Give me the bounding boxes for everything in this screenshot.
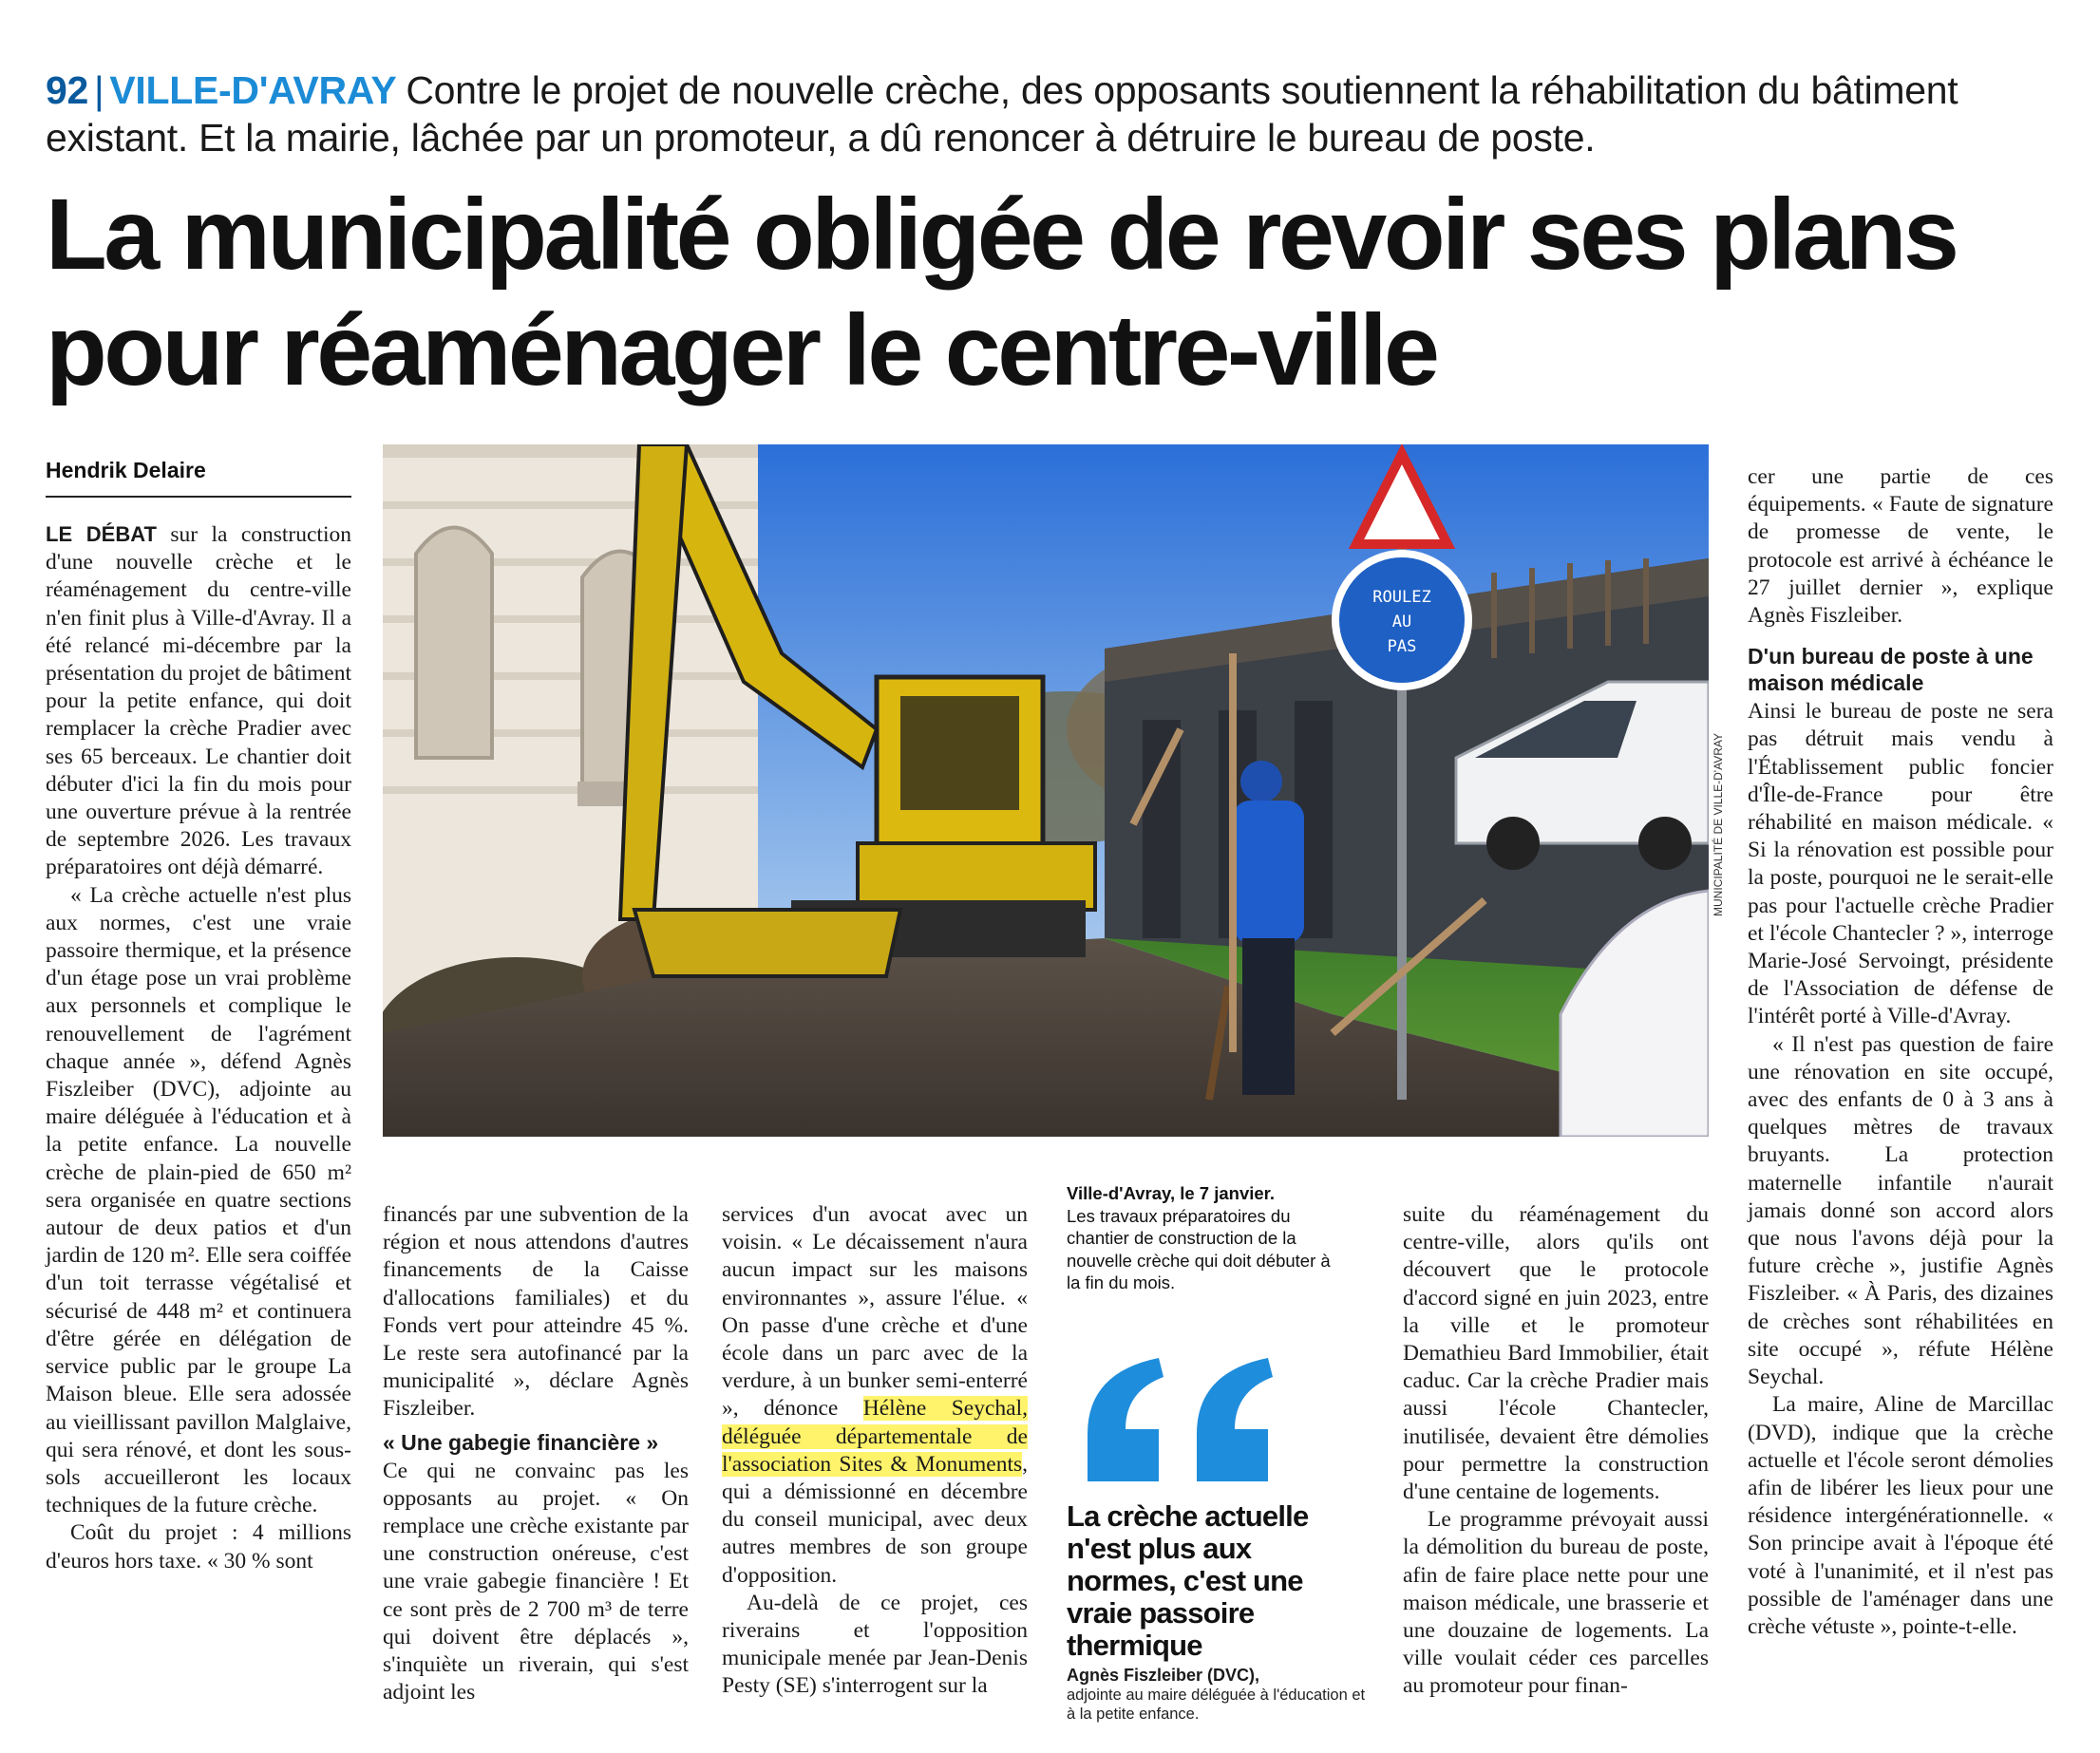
col6-paragraph-3: « Il n'est pas question de faire une rénovation en site occupé, avec des enfants de 0 à 3 ans à quelques mètres de travaux bruyants. La protection maternelle infantile n'aurait jamais donné son accord alors que nous l'avons déjà pour la future crèche », justifie Agnès Fiszleiber. « À Paris, des dizaines de crèches sont réhabilitées en site occupé », réfute Hélène Seychal. [1748, 1031, 2053, 1390]
column-3 [722, 1201, 1028, 1701]
byline: Hendrik Delaire [46, 458, 206, 482]
caption-text: Les travaux préparatoires du chantier de construction de la nouvelle crèche qui doit débuter à la fin du mois. [1067, 1205, 1331, 1292]
col5-paragraph-1: suite du réaménagement du centre-ville, alors qu'ils ont découvert que le protocole d'accord signé en juin 2023, entre la ville et le promoteur Demathieu Bard Immobilier, était caduc. Car la crèche Pradier mais aussi l'école Chantecler, inutilisée, devaient être démolies pour permettre la construction d'une centaine de logements. [1403, 1202, 1709, 1505]
col3-p1-part-b: , qui a démissionné en décembre du conseil municipal, avec deux autres membres de son groupe d'opposition. [722, 1451, 1028, 1588]
highlighted-name: Hélène Seychal, déléguée départementale de l'association Sites & Monuments [722, 1396, 1028, 1477]
col1-p1-text: sur la construction d'une nouvelle crèche et le réaménagement du centre-ville n'en finit plus à Ville-d'Avray. Il a été relancé mi-décembre par la présentation du projet de bâtiment pour la petite enfance, qui doit remplacer la crèche Pradier avec ses 65 berceaux. Le chantier doit débuter d'ici la fin du mois pour une ouverture prévue à la rentrée de septembre 2026. Les travaux préparatoires ont déjà démarré. [46, 522, 351, 880]
col6-subhead: D'un bureau de poste à une maison médicale [1748, 644, 2034, 696]
caption-place: Ville-d'Avray, le 7 janvier. [1067, 1183, 1275, 1203]
col5-paragraph-2: Le programme prévoyait aussi la démolition du bureau de poste, afin de faire place nette pour une maison médicale, une brasserie et une douzaine de logements. La ville voulait céder ces parcelles au promoteur pour finan- [1403, 1507, 1709, 1699]
section-city: VILLE-D'AVRAY [109, 68, 397, 112]
col6-paragraph-1: cer une partie de ces équipements. « Faute de signature de promesse de vente, le protocole est arrivé à échéance le 27 juillet dernier », explique Agnès Fiszleiber. [1748, 464, 2053, 629]
col3-p1-part-a: services d'un avocat avec un voisin. « Le décaissement n'aura aucun impact sur les maisons environnantes », assure l'élue. « On passe d'une crèche et d'une école dans un parc avec de la verdure, à un bunker semi-enterré », dénonce [722, 1202, 1028, 1422]
col1-paragraph-1 [46, 520, 351, 882]
sign-text-1: ROULEZ [1372, 588, 1431, 607]
kicker-separator: | [94, 68, 104, 112]
pull-quote-author: Agnès Fiszleiber (DVC), [1067, 1666, 1260, 1685]
column-1 [46, 520, 351, 1575]
col2-subhead: « Une gabegie financière » [383, 1429, 659, 1455]
sign-text-3: PAS [1387, 637, 1417, 656]
byline-rule [46, 496, 351, 498]
article-kicker [46, 66, 2059, 161]
photo-credit: MUNICIPALITÉ DE VILLE-D'AVRAY [1712, 732, 1725, 916]
page-number: 92 [46, 68, 89, 112]
col2-paragraph-2: Ce qui ne convainc pas les opposants au projet. « On remplace une crèche existante par une construction onéreuse, c'est une vraie gabegie financière ! Et ce sont près de 2 700 m³ de terre qui doivent être déplacés », s'inquiète un riverain, qui s'est adjoint les [383, 1458, 689, 1706]
col3-paragraph-1 [722, 1201, 1028, 1590]
col1-paragraph-2: « La crèche actuelle n'est plus aux normes, c'est une vraie passoire thermique, et la présence d'un étage pose un vrai problème aux personnels et complique le renouvellement de l'agrément chaque année », défend Agnès Fiszleiber (DVC), adjointe au maire déléguée à l'éducation et à la petite enfance. La nouvelle crèche de plain-pied de 650 m² sera organisée en quatre sections autour de deux patios et d'un jardin de 120 m². Elle sera coiffée d'un toit terrasse végétalisé et sécurisé de 448 m² et continuera d'être gérée en délégation de service public par le groupe La Maison bleue. Elle sera adossée au vieillissant pavillon Malglaive, qui sera rénové, et dont les sous-sols accueilleront les locaux techniques de la future crèche. [46, 882, 351, 1518]
col3-paragraph-2: Au-delà de ce projet, ces riverains et l'opposition municipale menée par Jean-Denis Pesty (SE) s'interrogent sur la [722, 1590, 1028, 1699]
column-6 [1748, 463, 2053, 1641]
pull-quote-text: La crèche actuelle n'est plus aux normes, c'est une vraie passoire thermique [1067, 1499, 1309, 1662]
sign-text-2: AU [1391, 613, 1412, 631]
lead-label: LE DÉBAT [46, 522, 157, 546]
col2-paragraph-1: financés par une subvention de la région et nous attendons d'autres financements de la Caisse d'allocations familiales) et du Fonds vert pour atteindre 45 %. Le reste sera autofinancé par la municipalité », déclare Agnès Fiszleiber. [383, 1202, 689, 1422]
quote-mark-icon [1069, 1353, 1296, 1486]
headline: La municipalité obligée de revoir ses plans pour réaménager le centre-ville [46, 179, 1957, 406]
col1-paragraph-3: Coût du projet : 4 millions d'euros hors taxe. « 30 % sont [46, 1520, 351, 1574]
column-2 [383, 1201, 689, 1706]
photo-caption [1067, 1182, 1333, 1294]
article-photo [383, 444, 1709, 1137]
kicker-text: Contre le projet de nouvelle crèche, des opposants soutiennent la réhabilitation du bâtiment existant. Et la mairie, lâchée par un promoteur, a dû renoncer à détruire le bureau de poste. [46, 68, 1958, 160]
col6-paragraph-2: Ainsi le bureau de poste ne sera pas détruit mais vendu à l'Établissement public foncier d'Île-de-France pour être réhabilité en maison médicale. « Si la rénovation est possible pour la poste, pourquoi ne le serait-elle pas pour l'actuelle crèche Pradier et l'école Chantecler ? », interroge Marie-José Servoingt, présidente de l'Association de défense de l'intérêt porté à Ville-d'Avray. [1748, 699, 2053, 1029]
col6-paragraph-4: La maire, Aline de Marcillac (DVD), indique que la crèche actuelle et l'école seront démolies afin de libérer les lieux pour une résidence intergénérationnelle. « Son principe avait à l'époque été voté à l'unanimité, et il n'est pas possible de l'aménager dans une crèche vétuste », pointe-t-elle. [1748, 1392, 2053, 1639]
pull-quote-role: adjointe au maire déléguée à l'éducation et à la petite enfance. [1067, 1687, 1366, 1723]
column-5 [1403, 1201, 1709, 1701]
